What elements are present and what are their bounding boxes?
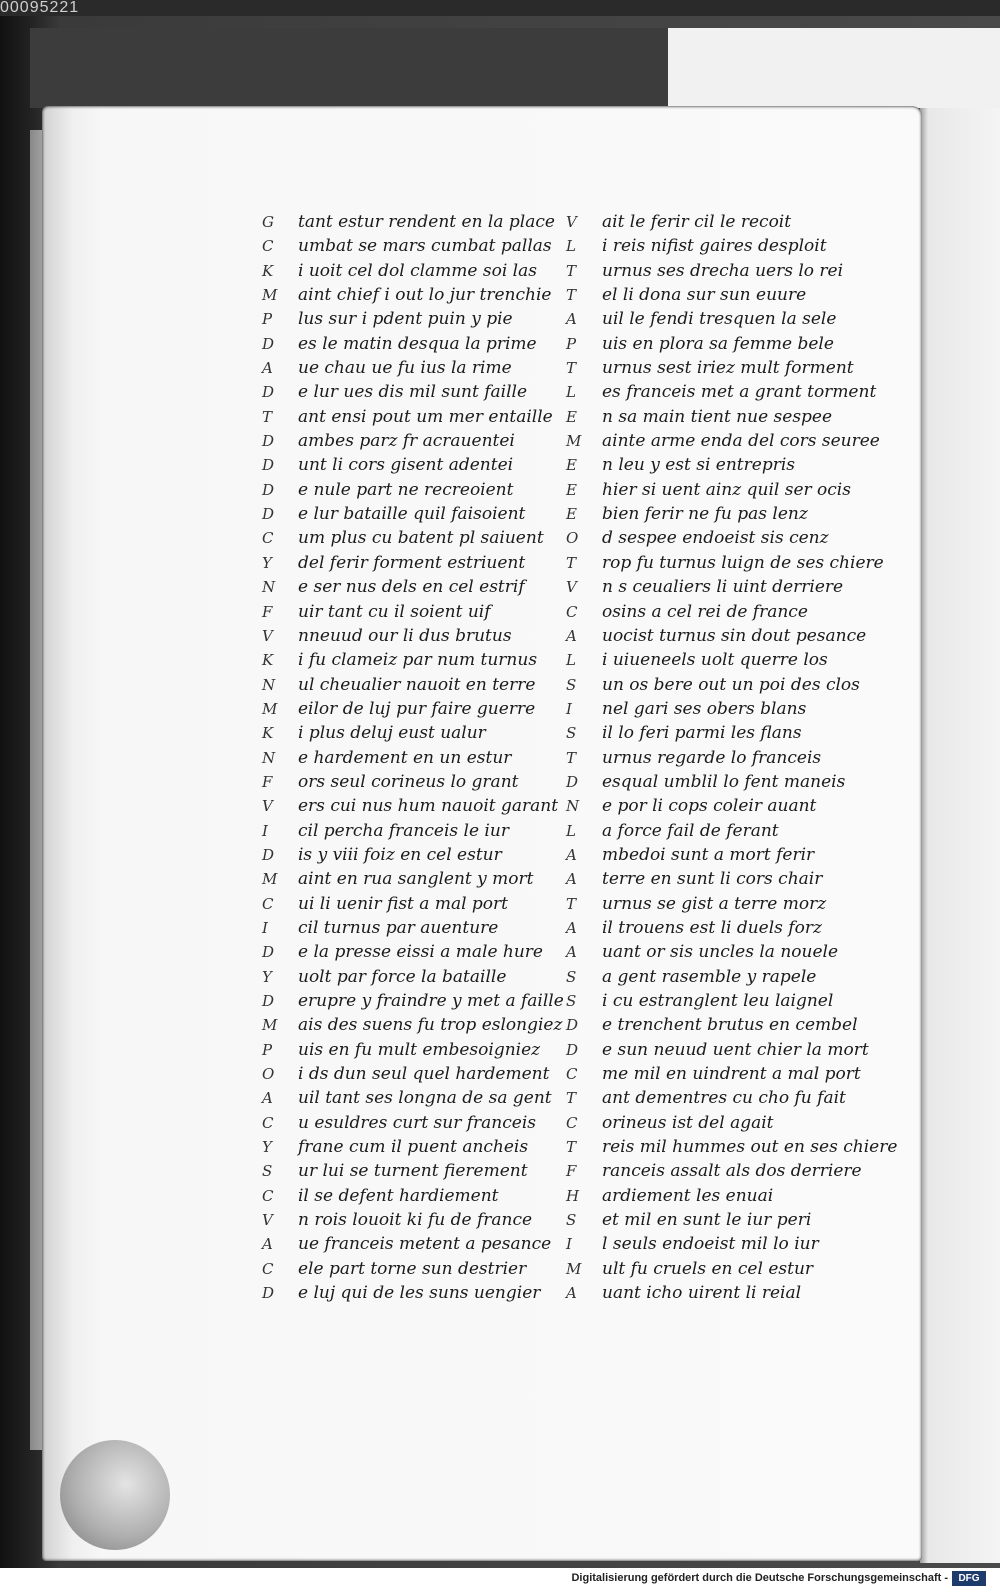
verse-text: urnus regarde lo franceis [602,747,822,768]
verse-text: ant ensi pout um mer entaille [298,406,553,427]
verse-line [566,819,886,843]
verse-initial: F [262,772,273,791]
verse-text: nneuud our li dus brutus [298,625,512,646]
verse-initial: D [262,1284,275,1303]
verse-initial: Y [262,967,272,986]
verse-line [262,453,562,477]
verse-initial: D [262,456,275,475]
verse-line [566,356,886,380]
verse-initial: C [262,894,274,913]
verse-initial: C [566,1065,578,1084]
verse-line [262,380,562,404]
verse-initial: T [566,553,577,572]
verse-initial: S [262,1162,273,1181]
verse-line [566,332,886,356]
verse-initial: D [262,992,275,1010]
verse-text: e lur ues dis mil sunt faille [298,382,528,403]
verse-line [262,502,562,526]
verse-line [262,210,562,234]
verse-text: es le matin desqua la prime [298,333,537,354]
verse-initial: C [262,529,274,548]
verse-text: e hardement en un estur [298,747,512,768]
verse-text: terre en sunt li cors chair [602,869,823,890]
verse-line [262,259,562,283]
verse-initial: A [566,1284,577,1303]
verse-initial: D [262,480,275,499]
verse-initial: D [262,432,275,451]
footer-bar [0,1568,1000,1590]
verse-text: ui li uenir fist a mal port [298,893,509,914]
verse-line [566,746,886,770]
verse-text: un os bere out un poi des clos [602,674,860,695]
funding-credit: Digitalisierung gefördert durch die Deutsche Forschungsgemeinschaft - [571,1572,948,1584]
verse-text: d sespee endoeist sis cenz [602,528,829,549]
verse-initial: I [262,821,268,840]
verse-initial: A [262,359,273,378]
verse-text: n rois louoit ki fu de france [298,1210,533,1231]
verse-line [262,283,562,307]
verse-initial: E [566,505,577,524]
verse-line [262,1111,562,1135]
right-text-column [566,210,898,1305]
verse-text: n sa main tient nue sespee [602,406,833,427]
verse-text: uil le fendi tresquen la sele [602,309,837,330]
verse-initial: P [262,310,273,329]
verse-text: um plus cu batent pl saiuent [298,528,544,549]
verse-line [566,1111,886,1135]
verse-initial: K [262,724,274,743]
verse-text: e ser nus dels en cel estrif [298,577,525,598]
verse-line [262,551,562,575]
verse-line [262,332,562,356]
verse-text: uil tant ses longna de sa gent [298,1088,552,1109]
verse-text: n s ceualiers li uint derriere [602,577,844,598]
verse-initial: D [566,1016,579,1035]
verse-text: ers cui nus hum nauoit garant [298,796,559,817]
verse-initial: C [566,1113,578,1132]
verse-initial: T [566,1138,577,1157]
verse-text: n leu y est si entrepris [602,455,795,476]
verse-line [566,673,886,697]
verse-text: urnus sest iriez mult forment [602,358,854,379]
verse-text: il se defent hardiement [298,1185,499,1206]
verse-text: ur lui se turnent fierement [298,1161,528,1182]
verse-initial: A [566,943,577,962]
verse-line [262,794,562,818]
verse-line [262,526,562,550]
verse-line [566,1013,886,1037]
verse-initial: F [566,1162,577,1181]
verse-line [566,575,886,599]
verse-line [566,916,886,940]
verse-text: ait le ferir cil le recoit [602,212,792,232]
verse-text: uir tant cu il soient uif [298,601,491,622]
verse-line [566,940,886,964]
verse-initial: A [566,845,577,864]
verse-text: bien ferir ne fu pas lenz [602,504,808,525]
verse-line [262,697,562,721]
verse-initial: D [262,845,275,864]
verse-line [566,526,886,550]
verse-line [566,502,886,526]
verse-text: aint en rua sanglent y mort [298,869,534,890]
verse-initial: H [566,1186,580,1205]
verse-text: i fu clameiz par num turnus [298,650,538,671]
verse-initial: V [262,1211,273,1230]
verse-text: umbat se mars cumbat pallas [298,236,552,257]
verse-line [262,1013,562,1037]
verse-line [566,405,886,429]
verse-initial: S [566,1211,577,1230]
verse-line [566,1184,886,1208]
verse-text: urnus ses drecha uers lo rei [602,260,844,281]
verse-initial: K [262,261,274,280]
verse-text: ambes parz fr acrauentei [298,431,515,452]
verse-line [566,892,886,916]
verse-text: eilor de luj pur faire guerre [298,698,536,719]
verse-initial: A [566,918,577,937]
verse-initial: O [262,1065,275,1084]
verse-text: i cu estranglent leu laignel [602,991,834,1011]
verse-line [262,1038,562,1062]
verse-text: e nule part ne recreoient [298,479,514,500]
verse-text: l seuls endoeist mil lo iur [602,1234,819,1255]
verse-text: del ferir forment estriuent [298,552,526,573]
verse-initial: K [262,651,274,670]
verse-text: e trenchent brutus en cembel [602,1015,858,1036]
verse-initial: D [262,943,275,962]
verse-line [566,624,886,648]
verse-line [566,721,886,745]
verse-line [566,697,886,721]
verse-line [566,965,886,989]
verse-text: il trouens est li duels forz [602,917,822,938]
verse-line [566,1062,886,1086]
verse-line [262,916,562,940]
verse-initial: V [566,578,577,597]
verse-initial: D [566,1040,579,1059]
verse-initial: M [262,1016,278,1035]
verse-text: lus sur i pdent puin y pie [298,309,513,330]
verse-line [566,1159,886,1183]
verse-initial: C [262,1113,274,1132]
verse-initial: E [566,407,577,426]
verse-initial: N [262,578,276,597]
verse-text: ais des suens fu trop eslongiez [298,1015,563,1036]
verse-initial: A [262,1235,273,1254]
verse-text: nel gari ses obers blans [602,698,807,719]
verse-line [262,1257,562,1281]
verse-text: unt li cors gisent adentei [298,455,514,476]
verse-line [262,721,562,745]
verse-line [566,1257,886,1281]
verse-initial: E [566,480,577,499]
verse-text: i ds dun seul quel hardement [298,1064,550,1085]
verse-initial: A [262,1089,273,1108]
verse-initial: S [566,724,577,743]
facing-page-edge [920,108,1000,1563]
verse-initial: T [566,748,577,767]
verse-line [262,624,562,648]
verse-initial: M [262,286,278,305]
verse-line [262,600,562,624]
verse-line [262,843,562,867]
verse-line [262,770,562,794]
verse-text: me mil en uindrent a mal port [602,1064,861,1085]
verse-text: e luj qui de les suns uengier [298,1283,541,1304]
verse-line [566,867,886,891]
verse-initial: D [262,334,275,353]
verse-text: u esuldres curt sur franceis [298,1112,536,1133]
verse-text: rop fu turnus luign de ses chiere [602,552,884,573]
verse-line [262,819,562,843]
verse-text: ainte arme enda del cors seuree [602,431,880,452]
verse-initial: M [262,870,278,889]
verse-text: el li dona sur sun euure [602,285,807,306]
verse-initial: D [262,383,275,402]
dark-top-band [30,28,670,108]
verse-text: ult fu cruels en cel estur [602,1258,814,1279]
verse-initial: C [262,1186,274,1205]
verse-line [262,673,562,697]
verse-initial: M [566,1259,582,1278]
verse-initial: S [566,675,577,694]
verse-text: urnus se gist a terre morz [602,893,827,914]
verse-text: aint chief i out lo jur trenchie [298,285,552,306]
verse-text: i plus deluj eust ualur [298,723,486,744]
verse-initial: N [262,675,276,694]
verse-line [566,380,886,404]
verse-initial: V [262,626,273,645]
verse-text: uis en fu mult embesoigniez [298,1039,541,1060]
verse-text: ardiement les enuai [602,1185,774,1206]
verse-line [262,940,562,964]
verse-line [566,1135,898,1159]
verse-initial: V [262,797,273,816]
verse-initial: I [566,1235,572,1254]
verse-line [566,843,886,867]
verse-text: et mil en sunt le iur peri [602,1210,812,1231]
verse-initial: Y [262,1138,272,1157]
verse-text: ranceis assalt als dos derriere [602,1161,862,1182]
verse-line [566,453,886,477]
verse-text: mbedoi sunt a mort ferir [602,844,815,865]
verse-line [262,405,562,429]
verse-line [262,429,562,453]
verse-line [566,429,886,453]
verse-text: e lur bataille quil faisoient [298,504,526,525]
verse-initial: N [262,748,276,767]
verse-text: ele part torne sun destrier [298,1258,527,1279]
shelfmark-number: 00095221 [0,0,80,16]
verse-line [566,1208,886,1232]
verse-text: ant dementres cu cho fu fait [602,1088,846,1109]
verse-line [262,356,562,380]
verse-text: orineus ist del agait [602,1112,774,1133]
verse-line [262,648,562,672]
verse-text: hier si uent ainz quil ser ocis [602,479,851,500]
verse-initial: C [262,237,274,256]
verse-text: is y viii foiz en cel estur [298,844,502,865]
verse-initial: C [566,602,578,621]
verse-text: ue franceis metent a pesance [298,1234,552,1255]
verse-initial: D [566,772,579,791]
thumb-holding-page [60,1440,170,1550]
verse-text: a force fail de ferant [602,820,779,841]
verse-line [262,746,562,770]
verse-line [262,1159,562,1183]
verse-line [566,234,886,258]
verse-text: i uoit cel dol clamme soi las [298,260,537,281]
verse-line [262,1086,562,1110]
verse-line [262,1062,562,1086]
verse-initial: S [566,967,577,986]
verse-line [262,1281,562,1305]
verse-line [262,234,562,258]
verse-initial: S [566,992,577,1010]
dfg-logo-icon: DFG [952,1571,986,1586]
verse-line [262,1184,562,1208]
verse-line [566,648,886,672]
verse-initial: I [566,699,572,718]
verse-line [566,989,886,1013]
verse-text: e sun neuud uent chier la mort [602,1039,869,1060]
verse-text: ue chau ue fu ius la rime [298,358,512,379]
verse-initial: P [566,334,577,353]
verse-initial: T [566,286,577,305]
verse-line [566,770,886,794]
verse-line [566,1232,886,1256]
verse-initial: O [566,529,579,548]
verse-initial: G [262,213,274,231]
verse-text: uocist turnus sin dout pesance [602,625,867,646]
verse-line [262,1232,562,1256]
verse-line [566,551,886,575]
verse-initial: L [566,237,576,256]
verse-line [566,1038,886,1062]
verse-text: ors seul corineus lo grant [298,771,519,792]
verse-initial: D [262,505,275,524]
verse-initial: L [566,383,576,402]
verse-line [566,307,886,331]
verse-text: i uiueneels uolt querre los [602,650,828,671]
verse-line [262,867,562,891]
verse-line [262,989,562,1013]
verse-text: esqual umblil lo fent maneis [602,771,846,792]
verse-line [262,965,562,989]
verse-text: ul cheualier nauoit en terre [298,674,536,695]
verse-line [566,259,886,283]
verse-initial: I [262,918,268,937]
verse-initial: M [566,432,582,451]
verse-initial: A [566,870,577,889]
verse-text: osins a cel rei de france [602,601,808,622]
verse-line [262,575,562,599]
verse-line [262,307,562,331]
verse-line [262,478,562,502]
verse-line [566,478,886,502]
verse-line [262,892,562,916]
verse-text: a gent rasemble y rapele [602,966,817,987]
verse-text: frane cum il puent ancheis [298,1137,529,1158]
verse-text: e por li cops coleir auant [602,796,817,817]
verse-text: e la presse eissi a male hure [298,942,543,963]
verse-text: erupre y fraindre y met a faille [298,991,564,1011]
verse-text: cil turnus par auenture [298,917,499,938]
verse-text: i reis nifist gaires desploit [602,236,827,257]
left-text-column [262,210,562,1305]
verse-text: tant estur rendent en la place [298,212,555,232]
verse-initial: V [566,213,577,231]
verse-initial: T [566,359,577,378]
verse-initial: L [566,651,576,670]
verse-line [566,1086,886,1110]
verse-initial: P [262,1040,273,1059]
verse-line [566,1281,886,1305]
verse-initial: T [566,1089,577,1108]
verse-initial: T [262,407,273,426]
verse-text: es franceis met a grant torment [602,382,877,403]
verse-initial: N [566,797,580,816]
verse-initial: T [566,261,577,280]
verse-initial: A [566,626,577,645]
verse-initial: A [566,310,577,329]
verse-initial: F [262,602,273,621]
verse-initial: L [566,821,576,840]
verse-initial: Y [262,553,272,572]
verse-text: il lo feri parmi les flans [602,723,802,744]
verse-initial: E [566,456,577,475]
verse-line [262,1208,562,1232]
verse-text: reis mil hummes out en ses chiere [602,1137,898,1158]
verse-initial: T [566,894,577,913]
light-top-band [668,28,1000,108]
verse-initial: C [262,1259,274,1278]
verse-line [566,283,886,307]
verse-initial: M [262,699,278,718]
verse-line [262,1135,562,1159]
verse-text: uant icho uirent li reial [602,1283,802,1304]
verse-text: uis en plora sa femme bele [602,333,834,354]
verse-line [566,794,886,818]
verse-text: cil percha franceis le iur [298,820,509,841]
verse-line [566,600,886,624]
verse-line [566,210,886,234]
verse-text: uolt par force la bataille [298,966,507,987]
verse-text: uant or sis uncles la nouele [602,942,839,963]
